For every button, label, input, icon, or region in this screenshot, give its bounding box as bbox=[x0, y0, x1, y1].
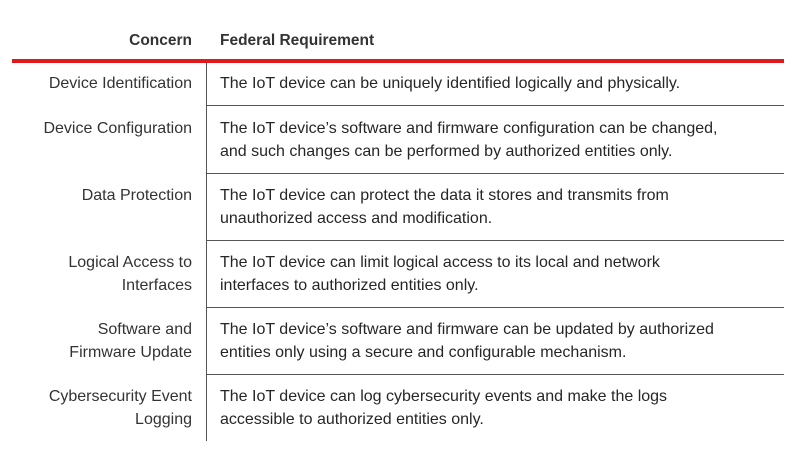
requirement-line: The IoT device can protect the data it stores and transmits from bbox=[220, 187, 669, 204]
header-accent-rule bbox=[12, 59, 784, 63]
concern-line: Cybersecurity Event bbox=[48, 388, 192, 405]
row-requirement bbox=[220, 251, 780, 297]
requirement-line: The IoT device can log cybersecurity events and make the logs bbox=[220, 388, 668, 405]
column-divider bbox=[206, 63, 207, 441]
row-concern bbox=[2, 318, 192, 364]
concern-line: Logging bbox=[135, 411, 192, 428]
row-requirement bbox=[220, 184, 780, 230]
row-divider bbox=[206, 374, 784, 375]
concern-line: Device Configuration bbox=[43, 120, 192, 137]
row-divider bbox=[206, 173, 784, 174]
row-concern bbox=[2, 72, 192, 95]
requirement-line: The IoT device’s software and firmware can be updated by authorized bbox=[220, 321, 714, 338]
row-requirement bbox=[220, 72, 780, 95]
concern-line: Software and bbox=[97, 321, 192, 338]
concern-line: Logical Access to bbox=[68, 254, 192, 271]
concern-line: Device Identification bbox=[48, 75, 192, 92]
requirement-line: The IoT device can be uniquely identified logically and physically. bbox=[220, 75, 681, 92]
row-concern bbox=[2, 385, 192, 431]
requirement-column-header: Federal Requirement bbox=[220, 32, 375, 49]
row-requirement bbox=[220, 117, 780, 163]
row-divider bbox=[206, 240, 784, 241]
row-concern bbox=[2, 117, 192, 140]
concern-line: Data Protection bbox=[81, 187, 192, 204]
concern-line: Interfaces bbox=[121, 277, 192, 294]
requirement-line: interfaces to authorized entities only. bbox=[220, 277, 479, 294]
row-divider bbox=[206, 307, 784, 308]
requirement-line: The IoT device’s software and firmware configuration can be changed, bbox=[220, 120, 718, 137]
requirement-line: accessible to authorized entities only. bbox=[220, 411, 484, 428]
concern-column-header: Concern bbox=[129, 32, 192, 49]
row-requirement bbox=[220, 318, 780, 364]
row-concern bbox=[2, 184, 192, 207]
requirement-line: The IoT device can limit logical access to its local and network bbox=[220, 254, 660, 271]
row-divider bbox=[206, 105, 784, 106]
row-concern bbox=[2, 251, 192, 297]
requirement-line: and such changes can be performed by authorized entities only. bbox=[220, 143, 673, 160]
requirement-line: unauthorized access and modification. bbox=[220, 210, 493, 227]
concern-line: Firmware Update bbox=[69, 344, 192, 361]
row-requirement bbox=[220, 385, 780, 431]
requirement-line: entities only using a secure and configurable mechanism. bbox=[220, 344, 627, 361]
